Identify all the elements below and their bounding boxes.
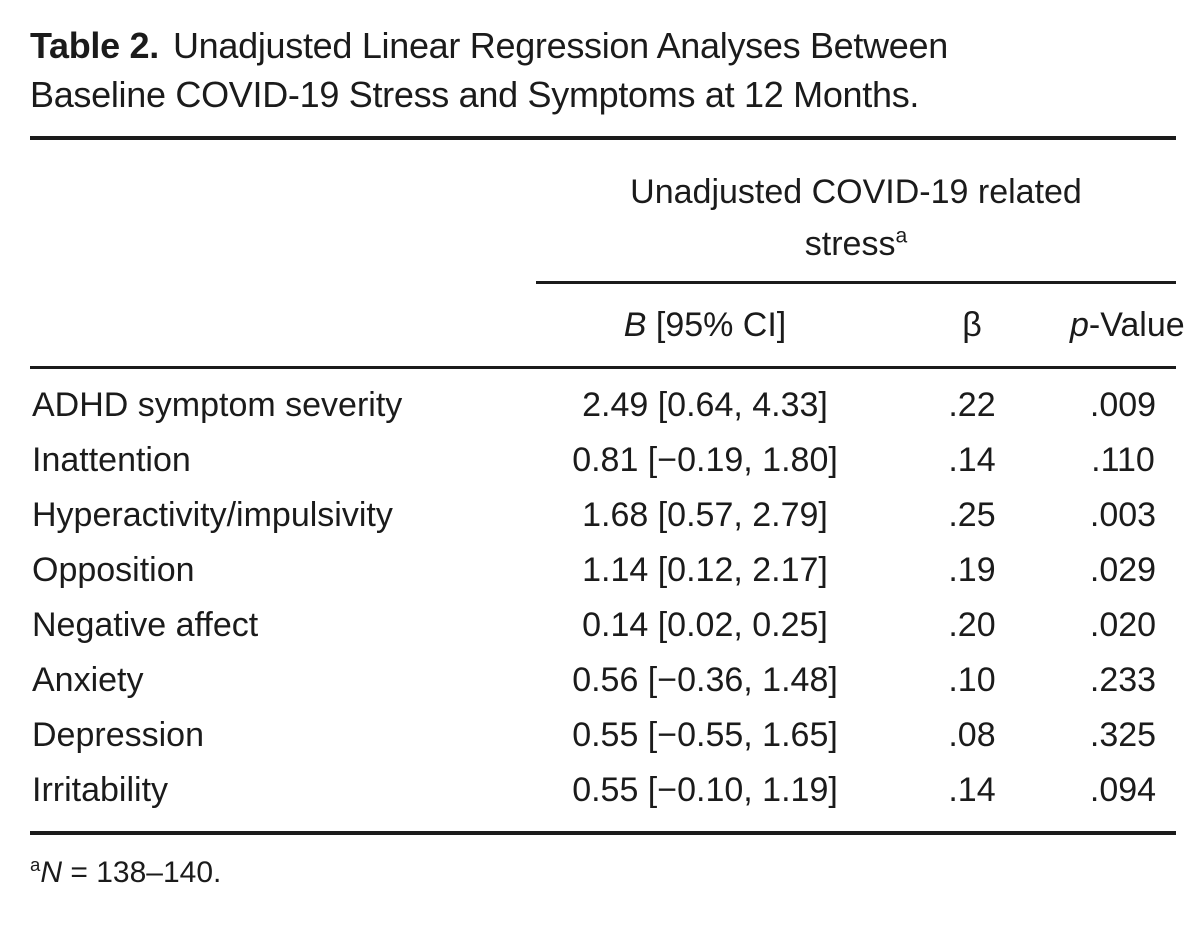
p-value: .003 <box>1089 496 1157 534</box>
table-row <box>30 543 1176 598</box>
spanner-row <box>30 140 1176 284</box>
b-ci-label: [95% CI] <box>646 305 787 344</box>
table-row <box>30 708 1176 763</box>
spanner-header <box>536 140 1176 284</box>
table-row <box>30 488 1176 543</box>
row-label: Negative affect <box>32 606 259 644</box>
column-header-beta: β <box>962 305 982 344</box>
bottom-rule <box>30 831 1176 835</box>
b-ci-value: 0.81 [−0.19, 1.80] <box>572 441 838 479</box>
p-value: .094 <box>1089 771 1157 809</box>
b-ci-value: 1.68 [0.57, 2.79] <box>582 496 828 534</box>
b-ci-value: 2.49 [0.64, 4.33] <box>582 386 828 424</box>
row-label: Anxiety <box>32 661 144 699</box>
spanner-line2: stress <box>804 225 896 263</box>
p-value: .233 <box>1089 661 1157 699</box>
table-footnote <box>30 856 1176 890</box>
b-ci-value: 0.14 [0.02, 0.25] <box>582 606 828 644</box>
row-label: Hyperactivity/impulsivity <box>32 496 393 534</box>
table-number-label: Table 2. <box>30 25 159 66</box>
beta-value: .14 <box>948 441 996 479</box>
p-value-label: -Value <box>1088 305 1185 344</box>
beta-value: .10 <box>948 661 996 699</box>
footnote-n-symbol: N <box>40 856 63 889</box>
table-title-line1 <box>30 21 1176 70</box>
p-value: .325 <box>1089 716 1157 754</box>
b-ci-value: 1.14 [0.12, 2.17] <box>582 551 828 589</box>
row-label: Inattention <box>32 441 191 479</box>
beta-value: .19 <box>948 551 996 589</box>
spanner-line1: Unadjusted COVID-19 related <box>630 173 1082 211</box>
p-value: .110 <box>1091 441 1155 479</box>
table-row <box>30 653 1176 708</box>
table-title <box>30 21 1176 119</box>
footnote-text: = 138–140. <box>62 856 222 889</box>
table-row <box>30 378 1176 433</box>
table-title-line2: Baseline COVID-19 Stress and Symptoms at 12 Months. <box>30 74 920 115</box>
stub-spacer <box>30 140 536 284</box>
p-value: .029 <box>1089 551 1157 589</box>
table-row <box>30 598 1176 653</box>
column-header-b-ci <box>536 306 874 345</box>
column-header-row <box>30 284 1185 366</box>
beta-value: .25 <box>948 496 996 534</box>
row-label: Depression <box>32 716 204 754</box>
b-symbol: B <box>623 305 647 344</box>
footnote-marker: a <box>30 854 41 875</box>
table-title-text1: Unadjusted Linear Regression Analyses Between <box>172 25 948 66</box>
table-row <box>30 763 1176 818</box>
b-ci-value: 0.55 [−0.10, 1.19] <box>572 771 838 809</box>
b-ci-value: 0.56 [−0.36, 1.48] <box>572 661 838 699</box>
column-header-p-value <box>1070 305 1185 345</box>
row-label: Irritability <box>32 771 169 809</box>
table-body <box>30 369 1176 831</box>
p-symbol: p <box>1070 305 1089 344</box>
row-label: Opposition <box>32 551 195 589</box>
row-label: ADHD symptom severity <box>32 386 403 424</box>
beta-value: .20 <box>948 606 996 644</box>
beta-value: .14 <box>948 771 996 809</box>
b-ci-value: 0.55 [−0.55, 1.65] <box>572 716 838 754</box>
beta-value: .22 <box>948 386 996 424</box>
p-value: .009 <box>1089 386 1157 424</box>
beta-value: .08 <box>948 716 996 754</box>
table-row <box>30 433 1176 488</box>
p-value: .020 <box>1089 606 1157 644</box>
spanner-footnote-marker: a <box>895 224 908 248</box>
